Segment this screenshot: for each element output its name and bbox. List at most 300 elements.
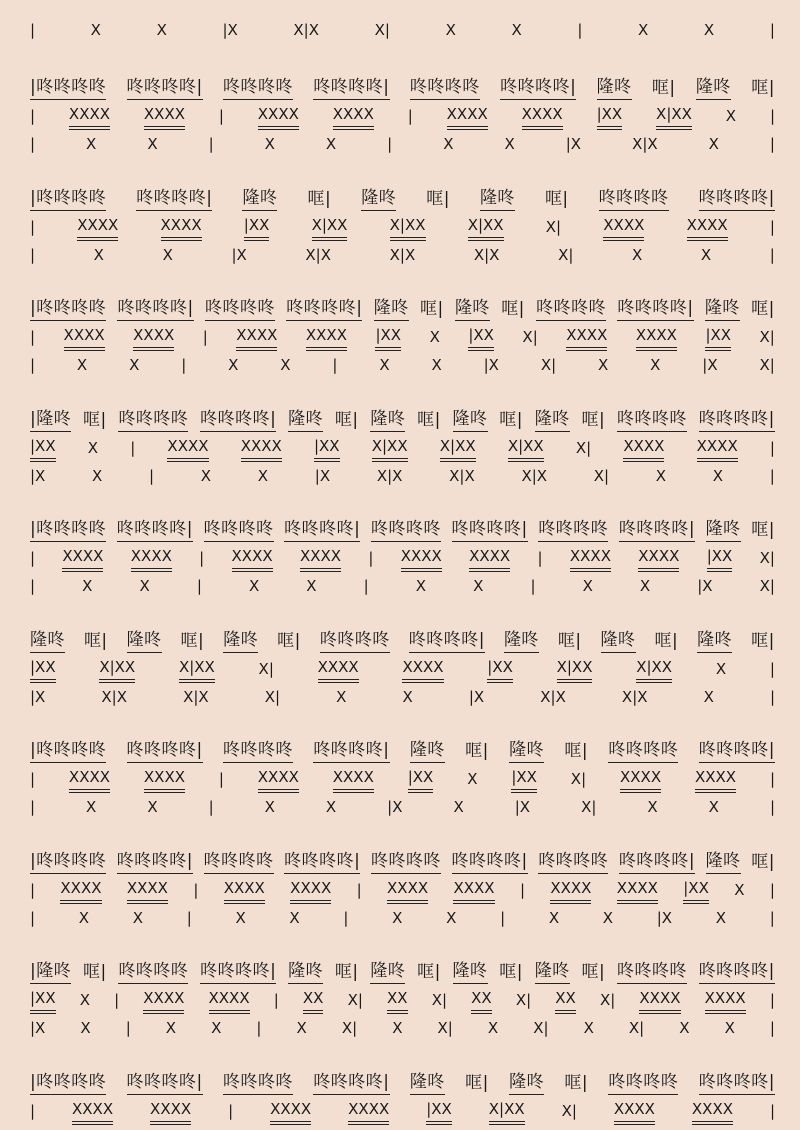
note-cell: X — [87, 439, 99, 457]
note-cell: | — [30, 549, 36, 567]
beat-cell: X — [402, 688, 413, 706]
syllable-cell: 隆咚 — [410, 1071, 445, 1095]
note-cell: X| — [347, 991, 363, 1009]
beat-cell: X — [325, 135, 337, 153]
note-cell: XXXX — [695, 766, 736, 793]
syllable-cell: 隆咚 — [705, 297, 740, 321]
beat-cell: X — [90, 21, 101, 39]
beat-cell: X — [602, 909, 614, 927]
beat-cell: X — [200, 467, 212, 485]
score-syll-row — [30, 739, 775, 763]
note-cell: | — [519, 881, 525, 899]
score-beats-row — [30, 353, 775, 377]
note-cell: |XX — [244, 214, 270, 241]
note-cell: X|XX — [372, 435, 408, 462]
syllable-cell: 隆咚 — [370, 960, 405, 984]
note-cell: X — [734, 881, 745, 899]
beat-cell: X — [583, 1019, 594, 1037]
score-notes-row — [30, 988, 775, 1012]
note-cell: XXXX — [62, 545, 103, 572]
beat-cell: | — [769, 21, 775, 39]
score-syll-row — [30, 960, 775, 984]
beat-cell: | — [30, 798, 36, 816]
note-cell: XXXX — [144, 103, 185, 130]
syllable-cell: 咚咚咚咚| — [127, 739, 203, 763]
beat-cell: X — [598, 356, 609, 374]
beat-cell: | — [332, 356, 338, 374]
note-cell: XX — [303, 987, 324, 1014]
note-cell: XXXX — [64, 324, 105, 351]
beat-cell: X — [80, 1019, 91, 1037]
beat-cell: X — [257, 467, 269, 485]
note-cell: XXXX — [639, 987, 680, 1014]
beat-cell: X — [86, 135, 97, 153]
syllable-cell: 咚咚咚咚| — [284, 518, 360, 542]
beat-cell: X| — [374, 21, 390, 39]
beat-cell: |X — [514, 798, 531, 816]
beat-cell: | — [577, 21, 583, 39]
beat-cell: | — [208, 135, 214, 153]
score-notes-row — [30, 657, 775, 681]
syllable-cell: 咚咚咚咚| — [619, 518, 695, 542]
note-cell: XXXX — [133, 324, 174, 351]
beat-cell: | — [500, 909, 506, 927]
syllable-cell: 咚咚咚咚| — [452, 850, 528, 874]
note-cell: XXXX — [167, 435, 208, 462]
beat-cell: X|X — [540, 688, 566, 706]
note-cell: XXXX — [614, 1098, 655, 1125]
note-cell: | — [30, 1102, 36, 1120]
syllable-cell: |咚咚咚咚 — [30, 518, 106, 542]
beat-cell: | — [125, 1019, 131, 1037]
syllable-cell: |咚咚咚咚 — [30, 297, 106, 321]
note-cell: | — [769, 107, 775, 125]
beat-cell: X — [487, 1019, 499, 1037]
beat-cell: | — [30, 909, 36, 927]
beat-cell: | — [30, 356, 36, 374]
note-cell: X|XX — [312, 214, 348, 241]
syllable-cell: |咚咚咚咚 — [30, 739, 106, 763]
beat-cell: X — [280, 356, 291, 374]
beat-cell: X — [139, 577, 150, 595]
note-cell: |XX — [30, 987, 56, 1014]
note-cell: XXXX — [77, 214, 118, 241]
beat-cell: X — [650, 356, 661, 374]
syllable-cell: 隆咚 — [696, 76, 731, 100]
syllable-cell: 哐| — [751, 520, 775, 540]
syllable-cell: 隆咚 — [370, 408, 405, 432]
score-notes-row — [30, 1099, 775, 1123]
syllable-cell: 隆咚 — [706, 850, 741, 874]
beat-cell: X| — [437, 1019, 453, 1037]
note-cell: X — [467, 770, 478, 788]
note-cell: X|XX — [99, 656, 135, 683]
score-syll-row — [30, 1071, 775, 1095]
note-cell: XXXX — [623, 435, 664, 462]
note-cell: XXXX — [72, 1098, 113, 1125]
note-cell: |XX — [707, 545, 733, 572]
syllable-cell: 咚咚咚咚| — [699, 408, 775, 432]
note-cell: | — [30, 770, 36, 788]
syllable-cell: 哐| — [334, 410, 359, 430]
note-cell: | — [769, 1102, 775, 1120]
syllable-cell: 隆咚 — [242, 187, 277, 211]
syllable-cell: 咚咚咚咚 — [371, 850, 441, 874]
syllable-cell: 隆咚 — [288, 408, 323, 432]
syllable-cell: 哐| — [651, 78, 676, 98]
syllable-cell: 哐| — [564, 1073, 589, 1093]
note-cell: X — [715, 660, 727, 678]
beat-cell: | — [30, 135, 36, 153]
syllable-cell: 隆咚 — [455, 297, 490, 321]
beat-cell: | — [30, 21, 36, 39]
beat-cell: |X — [387, 798, 403, 816]
beat-cell: X|X — [293, 21, 320, 39]
syllable-cell: 隆咚 — [601, 629, 636, 653]
score-syll-row — [30, 76, 775, 100]
note-cell: XXXX — [453, 877, 494, 904]
note-cell: XXXX — [60, 877, 101, 904]
beat-cell: X — [211, 1019, 222, 1037]
syllable-cell: 隆咚 — [535, 960, 570, 984]
beat-cell: |X — [656, 909, 673, 927]
syllable-cell: 哐| — [581, 962, 606, 982]
beat-cell: | — [149, 467, 155, 485]
beat-cell: X| — [759, 577, 775, 595]
note-cell: XXXX — [241, 435, 282, 462]
note-cell: | — [769, 660, 775, 678]
note-cell: | — [769, 439, 775, 457]
note-cell: |XX — [375, 324, 401, 351]
beat-cell: X — [147, 135, 158, 153]
beat-cell: X — [392, 1019, 403, 1037]
note-cell: XXXX — [270, 1098, 311, 1125]
beat-cell: X|X — [389, 246, 416, 264]
beat-cell: X|X — [632, 135, 658, 153]
note-cell: | — [228, 1102, 234, 1120]
note-cell: X| — [599, 991, 616, 1009]
score-syll-row — [30, 518, 775, 542]
note-cell: XXXX — [150, 1098, 191, 1125]
beat-cell: X|X — [305, 246, 332, 264]
note-cell: XXXX — [550, 877, 591, 904]
syllable-cell: 隆咚 — [697, 629, 732, 653]
beat-cell: X| — [581, 798, 597, 816]
syllable-cell: 咚咚咚咚 — [599, 187, 669, 211]
beat-cell: X — [76, 356, 88, 374]
score-syll-row — [30, 408, 775, 432]
note-cell: X|XX — [179, 656, 215, 683]
note-cell: X|XX — [557, 656, 593, 683]
note-cell: XXXX — [144, 766, 185, 793]
beat-cell: | — [387, 135, 393, 153]
syllable-cell: 咚咚咚咚| — [699, 187, 775, 211]
beat-cell: X| — [264, 688, 281, 706]
beat-cell: X — [248, 577, 260, 595]
note-cell: XXXX — [258, 103, 299, 130]
note-cell: XXXX — [232, 545, 273, 572]
syllable-cell: 哐| — [417, 962, 441, 982]
beat-cell: X|X — [473, 246, 500, 264]
note-cell: X|XX — [489, 1098, 525, 1125]
note-cell: X|XX — [636, 656, 672, 683]
note-cell: X — [429, 328, 440, 346]
note-cell: XXXX — [143, 987, 184, 1014]
syllable-cell: 哐| — [426, 189, 450, 209]
note-cell: XXXX — [209, 987, 250, 1014]
syllable-cell: 咚咚咚咚 — [536, 297, 606, 321]
score-notes-row — [30, 878, 775, 902]
note-cell: | — [193, 881, 199, 899]
note-cell: X| — [515, 991, 532, 1009]
note-cell: | — [218, 107, 224, 125]
note-cell: XXXX — [522, 103, 563, 130]
beat-cell: |X — [30, 467, 46, 485]
note-cell: XXXX — [566, 324, 607, 351]
syllable-cell: 哐| — [751, 299, 775, 319]
syllable-cell: 隆咚 — [480, 187, 515, 211]
note-cell: XXXX — [224, 877, 265, 904]
syllable-cell: |咚咚咚咚 — [30, 1071, 106, 1095]
beat-cell: |X — [483, 356, 499, 374]
score-beats-row — [30, 1016, 775, 1040]
note-cell: XXXX — [620, 766, 661, 793]
beat-cell: X — [86, 798, 97, 816]
syllable-cell: 哐| — [654, 631, 679, 651]
syllable-cell: 隆咚 — [597, 76, 632, 100]
syllable-cell: 哐| — [557, 631, 582, 651]
beat-cell: X|X — [621, 688, 648, 706]
beat-cell: X| — [533, 1019, 549, 1037]
beat-cell: X — [647, 798, 658, 816]
beat-cell: X — [82, 577, 93, 595]
note-cell: XXXX — [161, 214, 202, 241]
note-cell: |XX — [30, 435, 56, 462]
beat-cell: |X — [30, 688, 46, 706]
note-cell: XXXX — [469, 545, 510, 572]
syllable-cell: 咚咚咚咚 — [371, 518, 441, 542]
beat-cell: X — [708, 798, 719, 816]
score-beats-row — [30, 464, 775, 488]
syllable-cell: 咚咚咚咚 — [608, 1071, 678, 1095]
note-cell: XXXX — [387, 877, 428, 904]
note-cell: XXXX — [636, 324, 677, 351]
note-cell: | — [218, 770, 224, 788]
note-cell: XXXX — [705, 987, 746, 1014]
score-notes-row — [30, 325, 775, 349]
score-syll-row — [30, 850, 775, 874]
note-cell: | — [407, 107, 413, 125]
beat-cell: X|X — [376, 467, 403, 485]
score-notes-row — [30, 215, 775, 239]
note-cell: | — [769, 218, 775, 236]
beat-cell: |X — [697, 577, 713, 595]
syllable-cell: 咚咚咚咚 — [410, 76, 480, 100]
beat-cell: X|X — [521, 467, 548, 485]
note-cell: XXXX — [638, 545, 679, 572]
syllable-cell: 咚咚咚咚 — [223, 739, 293, 763]
note-cell: X| — [561, 1102, 577, 1120]
beat-cell: |X — [468, 688, 485, 706]
note-cell: X — [725, 107, 737, 125]
note-cell: XXXX — [570, 545, 611, 572]
score-notes-row — [30, 546, 775, 570]
syllable-cell: 隆咚 — [706, 518, 741, 542]
syllable-cell: 哐| — [180, 631, 205, 651]
note-cell: | — [202, 328, 208, 346]
note-cell: |XX — [511, 766, 537, 793]
note-cell: X| — [522, 328, 538, 346]
beat-cell: |X — [702, 356, 718, 374]
beat-cell: X| — [558, 246, 574, 264]
beat-cell: |X — [231, 246, 247, 264]
note-cell: X|XX — [390, 214, 426, 241]
syllable-cell: 咚咚咚咚 — [617, 408, 687, 432]
beat-cell: | — [363, 577, 369, 595]
syllable-cell: 咚咚咚咚| — [619, 850, 695, 874]
beat-cell: X — [548, 909, 560, 927]
beat-cell: X — [228, 356, 239, 374]
note-cell: X| — [258, 660, 274, 678]
note-cell: X| — [759, 328, 775, 346]
syllable-cell: 隆咚 — [410, 739, 445, 763]
note-cell: XXXX — [69, 766, 110, 793]
syllable-cell: 哐| — [307, 189, 332, 209]
note-cell: XXXX — [300, 545, 341, 572]
note-cell: XXXX — [318, 656, 359, 683]
syllable-cell: 哐| — [277, 631, 301, 651]
beat-cell: | — [769, 688, 775, 706]
beat-cell: X — [504, 135, 515, 153]
syllable-cell: 隆咚 — [504, 629, 539, 653]
syllable-cell: 隆咚 — [127, 629, 162, 653]
syllable-cell: |隆咚 — [30, 960, 71, 984]
syllable-cell: 咚咚咚咚 — [204, 518, 274, 542]
note-cell: XXXX — [69, 103, 110, 130]
syllable-cell: 隆咚 — [223, 629, 258, 653]
note-cell: XXXX — [617, 877, 658, 904]
beat-cell: X — [129, 356, 140, 374]
syllable-cell: 咚咚咚咚 — [608, 739, 678, 763]
syllable-cell: 咚咚咚咚| — [117, 518, 193, 542]
note-cell: XXXX — [687, 214, 728, 241]
beat-cell: X — [156, 21, 167, 39]
syllable-cell: 咚咚咚咚 — [204, 850, 274, 874]
note-cell: XXXX — [402, 656, 443, 683]
syllable-cell: 咚咚咚咚| — [200, 408, 276, 432]
syllable-cell: 隆咚 — [453, 960, 488, 984]
beat-cell: X|X — [449, 467, 475, 485]
beat-cell: X — [264, 135, 275, 153]
syllable-cell: 咚咚咚咚 — [223, 1071, 293, 1095]
beat-cell: | — [769, 909, 775, 927]
beat-cell: X — [712, 467, 724, 485]
syllable-cell: 哐| — [465, 741, 489, 761]
note-cell: X| — [545, 218, 562, 236]
score-beats-row — [30, 685, 775, 709]
syllable-cell: 咚咚咚咚 — [205, 297, 275, 321]
note-cell: | — [769, 770, 775, 788]
beat-cell: | — [208, 798, 214, 816]
syllable-cell: 隆咚 — [509, 1071, 544, 1095]
beat-cell: |X — [314, 467, 331, 485]
syllable-cell: 哐| — [419, 299, 444, 319]
note-cell: XXXX — [692, 1098, 733, 1125]
note-cell: XXXX — [306, 324, 347, 351]
beat-cell: | — [256, 1019, 262, 1037]
note-cell: | — [30, 218, 36, 236]
beat-cell: | — [769, 798, 775, 816]
beat-cell: X — [264, 798, 275, 816]
note-cell: XXXX — [127, 877, 168, 904]
beat-cell: | — [769, 467, 775, 485]
note-cell: X| — [431, 991, 448, 1009]
beat-cell: X — [445, 21, 456, 39]
note-cell: XX — [471, 987, 492, 1014]
note-cell: | — [273, 991, 279, 1009]
note-cell: | — [368, 549, 374, 567]
note-cell: XXXX — [258, 766, 299, 793]
beat-cell: | — [30, 577, 36, 595]
note-cell: |XX — [597, 103, 623, 130]
note-cell: X|XX — [468, 214, 504, 241]
syllable-cell: 隆咚 — [535, 408, 570, 432]
syllable-cell: 咚咚咚咚| — [136, 187, 212, 211]
syllable-cell: 咚咚咚咚| — [117, 850, 193, 874]
note-cell: XXXX — [131, 545, 172, 572]
note-cell: | — [30, 328, 36, 346]
syllable-cell: 哐| — [82, 962, 107, 982]
syllable-cell: 咚咚咚咚| — [117, 297, 193, 321]
beat-cell: X — [724, 1019, 735, 1037]
score-notes-row — [30, 436, 775, 460]
beat-cell: X — [78, 909, 90, 927]
beat-cell: X| — [593, 467, 610, 485]
beat-cell: | — [196, 577, 202, 595]
note-cell: XXXX — [236, 324, 277, 351]
note-cell: X|XX — [656, 103, 692, 130]
beat-cell: X — [336, 688, 347, 706]
note-cell: XXXX — [333, 766, 374, 793]
beat-cell: | — [769, 1019, 775, 1037]
beat-cell: X — [679, 1019, 690, 1037]
note-cell: | — [769, 881, 775, 899]
beat-cell: X — [638, 21, 649, 39]
beat-cell: X — [147, 798, 158, 816]
beat-cell: X — [93, 246, 104, 264]
syllable-cell: 哐| — [751, 78, 775, 98]
syllable-cell: 哐| — [564, 741, 589, 761]
beat-cell: X — [582, 577, 593, 595]
syllable-cell: 隆咚 — [288, 960, 323, 984]
syllable-cell: 咚咚咚咚| — [284, 850, 360, 874]
beat-cell: X — [446, 909, 457, 927]
score-syll-row — [30, 187, 775, 211]
beat-cell: X — [453, 798, 464, 816]
beat-cell: X — [703, 21, 715, 39]
syllable-cell: 哐| — [499, 410, 524, 430]
beat-cell: X — [655, 467, 667, 485]
syllable-cell: 咚咚咚咚 — [118, 408, 188, 432]
syllable-cell: 哐| — [499, 962, 524, 982]
beat-cell: X — [379, 356, 390, 374]
syllable-cell: 咚咚咚咚| — [500, 76, 576, 100]
score-syll-row — [30, 629, 775, 653]
syllable-cell: 哐| — [417, 410, 441, 430]
beat-cell: X — [325, 798, 337, 816]
score-beats-row — [30, 132, 775, 156]
syllable-cell: 咚咚咚咚| — [313, 1071, 389, 1095]
